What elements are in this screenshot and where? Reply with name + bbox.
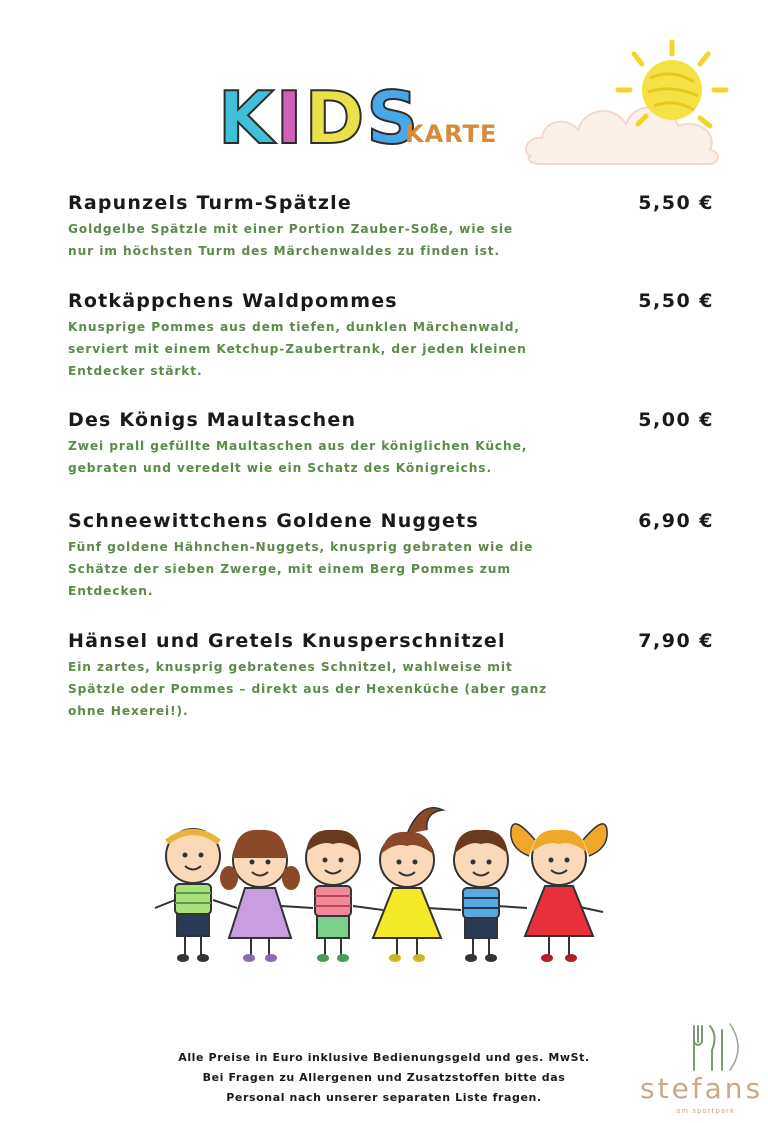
kids-letter-s: S bbox=[366, 76, 421, 160]
item-description-line: Goldgelbe Spätzle mit einer Portion Zauber-Soße, wie sie bbox=[68, 222, 514, 236]
item-name: Rotkäppchens Waldpommes bbox=[68, 290, 398, 312]
item-price: 5,00 € bbox=[638, 409, 714, 431]
kid-icon bbox=[166, 829, 220, 962]
price-note-line: Bei Fragen zu Allergenen und Zusatzstoffen bitte das bbox=[202, 1071, 566, 1084]
item-name: Rapunzels Turm-Spätzle bbox=[68, 192, 352, 214]
logo-wordmark: stefans bbox=[640, 1072, 764, 1105]
menu-item bbox=[68, 290, 714, 382]
kid-icon bbox=[373, 808, 443, 962]
item-price: 5,50 € bbox=[638, 290, 714, 312]
kid-icon bbox=[220, 830, 300, 962]
menu-item bbox=[68, 409, 714, 479]
item-price: 7,90 € bbox=[638, 630, 714, 652]
cloud-icon bbox=[526, 107, 718, 164]
item-price: 6,90 € bbox=[638, 510, 714, 532]
menu-item bbox=[68, 192, 714, 262]
item-description-line: nur im höchsten Turm des Märchenwaldes zu finden ist. bbox=[68, 244, 501, 258]
item-description bbox=[68, 656, 548, 722]
kids-letter-k: K bbox=[218, 76, 276, 160]
item-description bbox=[68, 316, 548, 382]
item-description-line: ohne Hexerei!). bbox=[68, 704, 189, 718]
kids-holding-hands-illustration bbox=[145, 800, 625, 970]
item-description-line: Fünf goldene Hähnchen-Nuggets, knusprig gebraten wie die bbox=[68, 540, 534, 554]
item-description-line: serviert mit einem Ketchup-Zaubertrank, der jeden kleinen bbox=[68, 342, 527, 356]
kid-icon bbox=[454, 830, 508, 962]
item-description-line: Zwei prall gefüllte Maultaschen aus der königlichen Küche, bbox=[68, 439, 528, 453]
item-price: 5,50 € bbox=[638, 192, 714, 214]
item-description-line: Schätze der sieben Zwerge, mit einem Berg Pommes zum bbox=[68, 562, 511, 576]
item-description-line: gebraten und veredelt wie ein Schatz des Königreichs. bbox=[68, 461, 492, 475]
sun-cloud-illustration bbox=[522, 38, 742, 173]
kids-letter-d: D bbox=[304, 76, 367, 160]
item-description bbox=[68, 536, 548, 602]
item-description-line: Knusprige Pommes aus dem tiefen, dunklen Märchenwald, bbox=[68, 320, 520, 334]
kid-icon bbox=[511, 824, 607, 962]
karte-subtitle: KARTE bbox=[405, 120, 498, 148]
item-name: Des Königs Maultaschen bbox=[68, 409, 357, 431]
kid-icon bbox=[306, 830, 360, 962]
cutlery-logo-icon bbox=[638, 1020, 768, 1120]
item-description-line: Entdecker stärkt. bbox=[68, 364, 203, 378]
menu-item bbox=[68, 510, 714, 602]
item-description bbox=[68, 435, 548, 479]
price-note-line: Personal nach unserer separaten Liste fragen. bbox=[226, 1091, 542, 1104]
item-name: Schneewittchens Goldene Nuggets bbox=[68, 510, 479, 532]
item-name: Hänsel und Gretels Knusperschnitzel bbox=[68, 630, 506, 652]
kids-title bbox=[218, 76, 421, 160]
logo-subtitle: am sportpark bbox=[676, 1107, 735, 1115]
item-description-line: Spätzle oder Pommes – direkt aus der Hexenküche (aber ganz bbox=[68, 682, 548, 696]
price-note bbox=[150, 1048, 618, 1108]
menu-item bbox=[68, 630, 714, 722]
item-description-line: Ein zartes, knusprig gebratenes Schnitzel, wahlweise mit bbox=[68, 660, 513, 674]
kids-letter-i: I bbox=[275, 76, 305, 160]
menu-list bbox=[68, 192, 714, 722]
item-description bbox=[68, 218, 548, 262]
price-note-line: Alle Preise in Euro inklusive Bedienungsgeld und ges. MwSt. bbox=[178, 1051, 590, 1064]
item-description-line: Entdecken. bbox=[68, 584, 154, 598]
